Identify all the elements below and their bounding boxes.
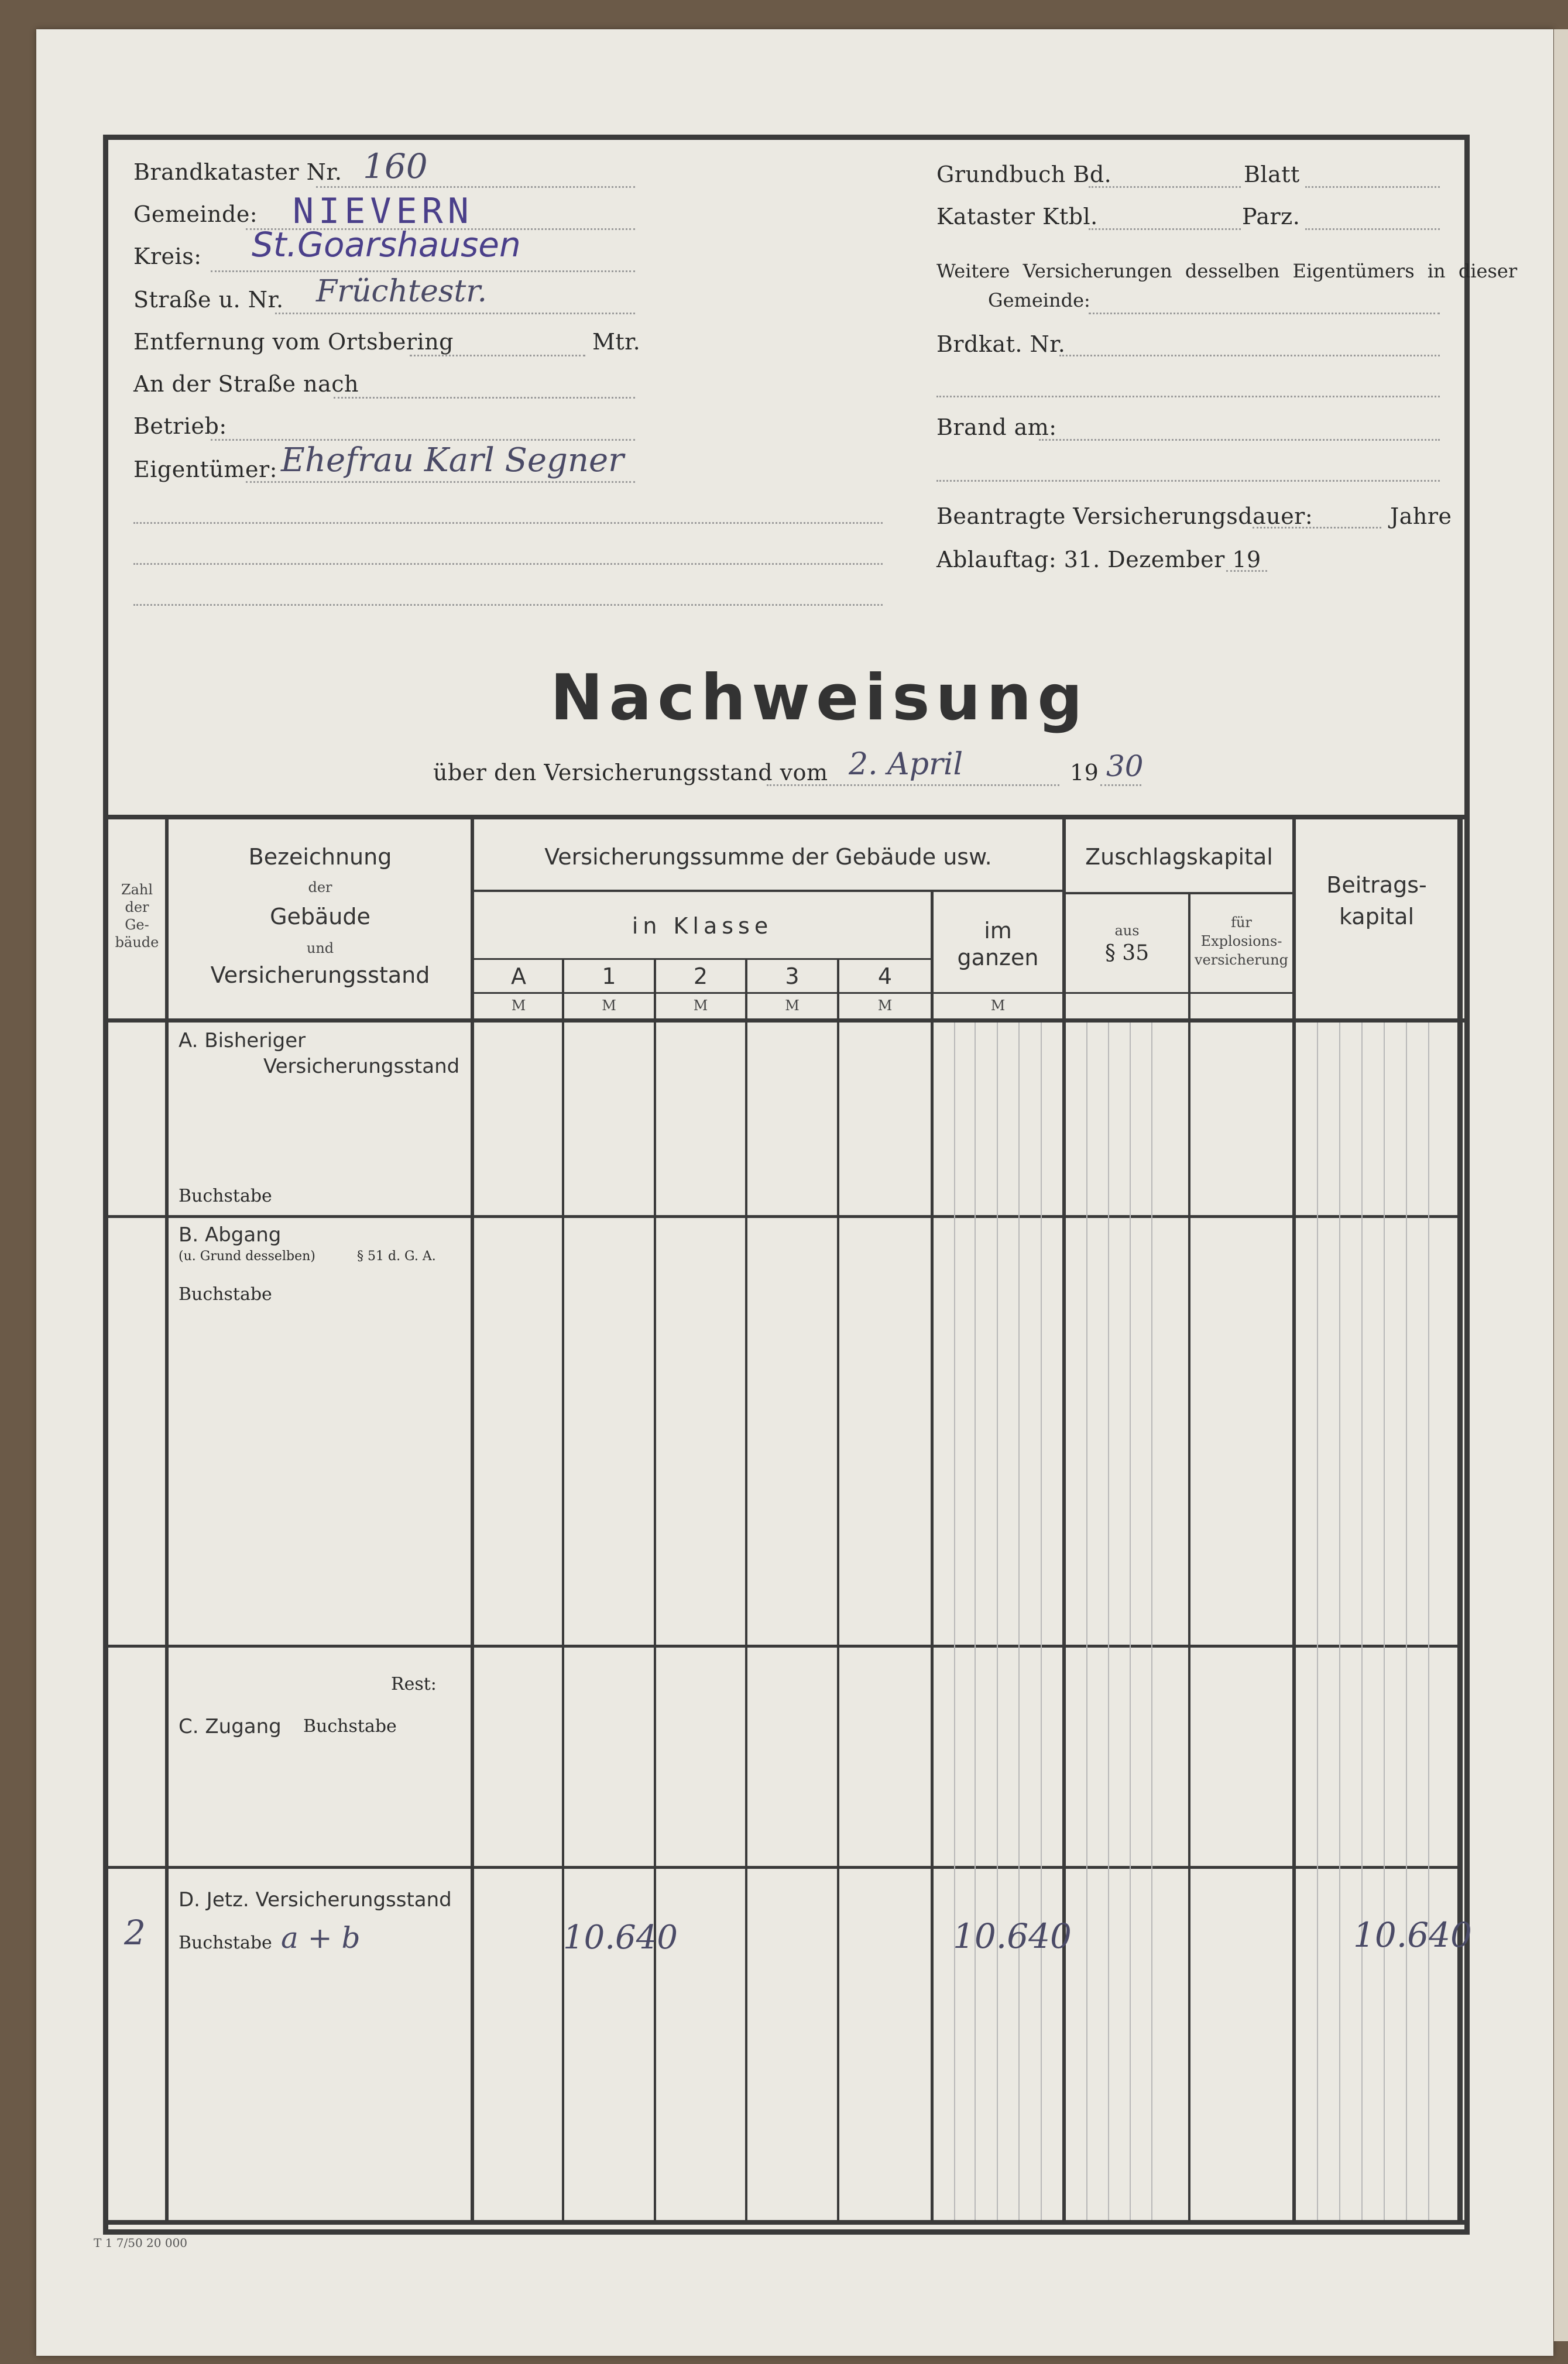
kataster-label: Kataster Ktbl. — [936, 204, 1098, 229]
klasse-2-header: 2 — [693, 963, 708, 989]
ruling — [1317, 1023, 1318, 2220]
zahl-header — [109, 881, 165, 951]
column-line — [1062, 815, 1066, 2224]
dauer-unit: Jahre — [1390, 503, 1452, 529]
unit-m: M — [511, 997, 526, 1014]
entry-im-ganzen: 10.640 — [953, 1916, 1072, 1956]
year-value: 30 — [1106, 749, 1144, 783]
ruling — [1406, 1023, 1407, 2220]
ruling — [1108, 1023, 1109, 2220]
section-d-buchstabe: Buchstabe — [179, 1933, 272, 1953]
column-line — [1292, 815, 1296, 2224]
section-b-buchstabe: Buchstabe — [179, 1284, 272, 1305]
strasse-label: Straße u. Nr. — [133, 287, 284, 313]
bezeichnung-header: Bezeichnung — [248, 844, 392, 870]
entry-zahl: 2 — [124, 1913, 146, 1953]
entry-klasse-a: 10.640 — [563, 1919, 678, 1957]
ruling — [975, 1023, 976, 2220]
section-b-title: B. Abgang — [179, 1223, 282, 1247]
dotted-line — [211, 439, 635, 441]
section-d-title: D. Jetz. Versicherungsstand — [179, 1888, 452, 1912]
dotted-line — [275, 313, 635, 314]
unit-m: M — [877, 997, 893, 1014]
column-line — [745, 958, 747, 2222]
dotted-line — [316, 186, 635, 188]
ruling — [1428, 1023, 1429, 2220]
in-klasse-header: in Klasse — [632, 913, 773, 939]
ruling — [1339, 1023, 1340, 2220]
versicherungssumme-header: Versicherungssumme der Gebäude usw. — [544, 844, 992, 870]
ruling — [1361, 1023, 1363, 2220]
row-divider — [103, 1215, 1461, 1218]
unit-m: M — [693, 997, 708, 1014]
beitrags-header: Beitrags- — [1326, 872, 1427, 898]
dotted-line — [334, 397, 635, 399]
kreis-stamp: St.Goarshausen — [252, 225, 521, 265]
column-line — [837, 958, 839, 2222]
ruling — [1041, 1023, 1042, 2220]
zuschlag-header: Zuschlagskapital — [1085, 844, 1273, 870]
par35-header: § 35 — [1104, 941, 1150, 965]
dotted-line — [767, 784, 1059, 786]
header-inner-line — [1065, 892, 1295, 894]
ruling — [1151, 1023, 1152, 2220]
dotted-line — [1089, 186, 1241, 188]
subtitle-date: 2. April — [849, 747, 963, 782]
year-prefix: 19 — [1070, 760, 1099, 785]
strasse-value: Früchtestr. — [316, 274, 487, 309]
parz-label: Parz. — [1242, 204, 1301, 229]
dotted-line — [133, 522, 883, 524]
dotted-line — [936, 396, 1440, 397]
unit-m: M — [990, 997, 1006, 1014]
column-line — [471, 815, 474, 2224]
dotted-line — [1089, 228, 1241, 230]
dotted-line — [1226, 570, 1267, 572]
dotted-line — [133, 563, 883, 565]
ganzen-header: ganzen — [957, 945, 1039, 970]
fuer-header: für — [1231, 914, 1252, 931]
rest-label: Rest: — [391, 1674, 437, 1694]
dotted-line — [211, 270, 635, 272]
dotted-line — [1039, 439, 1440, 441]
blatt-label: Blatt — [1244, 162, 1300, 187]
section-a-title: A. Bisheriger — [179, 1029, 306, 1052]
zahl-header-line: Ge- — [125, 917, 149, 933]
grundbuch-label: Grundbuch Bd. — [936, 162, 1112, 187]
column-line — [654, 958, 656, 2222]
section-a-buchstabe: Buchstabe — [179, 1186, 272, 1206]
zahl-header-line: bäude — [115, 934, 159, 951]
right-border — [1457, 815, 1463, 2224]
und-header: und — [306, 940, 334, 956]
table-top-border — [103, 815, 1467, 819]
entfernung-label: Entfernung vom Ortsbering — [133, 329, 454, 355]
dotted-line — [410, 355, 585, 356]
footer-code: T 1 7/50 20 000 — [94, 2236, 188, 2250]
brandkataster-value: 160 — [363, 146, 428, 186]
dotted-line — [1253, 527, 1381, 529]
column-line — [562, 958, 564, 2222]
versicherung-header: versicherung — [1194, 952, 1289, 968]
gemeinde-stamp: NIEVERN — [293, 191, 474, 232]
klasse-a-header: A — [511, 963, 526, 989]
header-bottom-border — [103, 1018, 1467, 1023]
weitere-line1: Weitere Versicherungen desselben Eigentümers in dieser — [936, 260, 1518, 282]
klasse-1-header: 1 — [602, 963, 616, 989]
header-inner-line — [474, 890, 1065, 892]
row-divider — [103, 1866, 1461, 1869]
an-der-strasse-label: An der Straße nach — [133, 371, 359, 397]
header-inner-line — [474, 992, 1295, 994]
section-b-sub: (u. Grund desselben) — [179, 1249, 315, 1264]
dotted-line — [1100, 784, 1141, 786]
dotted-line — [246, 481, 635, 483]
brandkataster-label: Brandkataster Nr. — [133, 159, 342, 185]
gemeinde-label: Gemeinde: — [133, 201, 258, 227]
brdkat-label: Brdkat. Nr. — [936, 331, 1066, 357]
column-line — [931, 890, 934, 2222]
entry-buchstabe: a + b — [281, 1921, 361, 1955]
ruling — [1086, 1023, 1087, 2220]
entry-beitragskapital: 10.640 — [1353, 1915, 1472, 1955]
kapital-header: kapital — [1339, 904, 1415, 929]
eigentuemer-label: Eigentümer: — [133, 457, 277, 482]
eigentuemer-value: Ehefrau Karl Segner — [281, 441, 624, 479]
document-title: Nachweisung — [550, 661, 1089, 735]
zahl-header-line: Zahl — [121, 881, 153, 898]
column-line — [165, 815, 169, 2224]
unit-m: M — [785, 997, 800, 1014]
entfernung-unit: Mtr. — [592, 329, 641, 355]
dotted-line — [1059, 355, 1440, 356]
ruling — [1384, 1023, 1385, 2220]
dotted-line — [936, 480, 1440, 482]
ruling — [997, 1023, 998, 2220]
row-divider — [103, 1645, 1461, 1648]
aus-header: aus — [1114, 922, 1140, 939]
gebaeude-header: Gebäude — [270, 904, 370, 929]
dotted-line — [1305, 228, 1440, 230]
ruling — [1130, 1023, 1131, 2220]
betrieb-label: Betrieb: — [133, 413, 227, 439]
der-header: der — [308, 879, 332, 895]
kreis-label: Kreis: — [133, 243, 202, 269]
versicherungsstand-header: Versicherungsstand — [210, 962, 430, 988]
ablauf-label: Ablauftag: 31. Dezember 19 — [936, 547, 1261, 572]
klasse-3-header: 3 — [785, 963, 800, 989]
column-line — [1188, 892, 1190, 2222]
section-c-buchstabe: Buchstabe — [303, 1716, 397, 1737]
ruling — [954, 1023, 955, 2220]
klasse-4-header: 4 — [877, 963, 893, 989]
header-inner-line — [474, 958, 931, 960]
section-c-title: C. Zugang — [179, 1715, 282, 1738]
explosions-header: Explosions- — [1200, 933, 1282, 949]
section-b-par: § 51 d. G. A. — [357, 1249, 436, 1264]
brand-label: Brand am: — [936, 414, 1057, 440]
weitere-line2: Gemeinde: — [988, 289, 1090, 311]
ruling — [1018, 1023, 1020, 2220]
dotted-line — [1089, 313, 1440, 314]
dauer-label: Beantragte Versicherungsdauer: — [936, 503, 1313, 529]
zahl-header-line: der — [125, 899, 149, 915]
paper-edge — [1554, 29, 1568, 2341]
im-header: im — [984, 918, 1012, 943]
section-a-title2: Versicherungsstand — [263, 1055, 460, 1078]
unit-m: M — [602, 997, 616, 1014]
dotted-line — [133, 604, 883, 606]
dotted-line — [1305, 186, 1440, 188]
subtitle-label: über den Versicherungsstand vom — [433, 760, 828, 785]
table-bottom-border — [103, 2220, 1467, 2225]
